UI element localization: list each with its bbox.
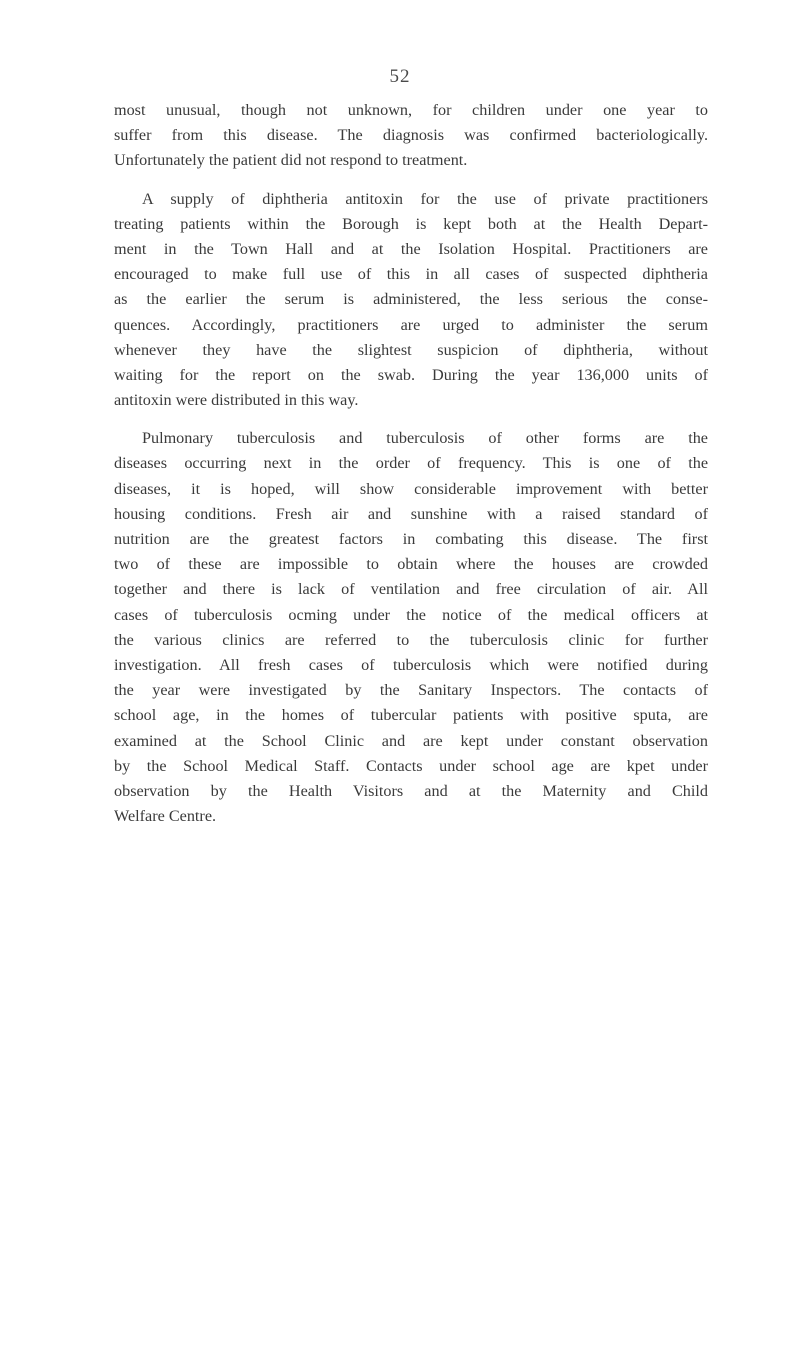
- text-line: together and there is lack of ventilation and free circulation of air. All: [114, 580, 708, 599]
- text-line: by the School Medical Staff. Contacts under school age are kpet under: [114, 756, 708, 775]
- text-line: treating patients within the Borough is kept both at the Health Depart-: [114, 214, 708, 233]
- text-line: Pulmonary tuberculosis and tuberculosis of other forms are the: [142, 429, 708, 448]
- text-line: housing conditions. Fresh air and sunshine with a raised standard of: [114, 504, 708, 523]
- text-line: most unusual, though not unknown, for children under one year to: [114, 101, 708, 119]
- text-line: Unfortunately the patient did not respond to treatment.: [114, 151, 468, 170]
- text-line: antitoxin were distributed in this way.: [114, 391, 359, 410]
- text-line: nutrition are the greatest factors in combating this disease. The first: [114, 530, 708, 548]
- page-number: 52: [389, 66, 411, 87]
- text-line: encouraged to make full use of this in all cases of suspected diphtheria: [114, 265, 708, 284]
- text-line: diseases occurring next in the order of frequency. This is one of the: [114, 454, 708, 473]
- text-line: whenever they have the slightest suspicion of diphtheria, without: [114, 340, 708, 359]
- paragraph-tuberculosis: [114, 426, 708, 829]
- body-text: [114, 98, 708, 829]
- text-line: cases of tuberculosis ocming under the notice of the medical officers at: [114, 605, 708, 624]
- text-line: investigation. All fresh cases of tuberculosis which were notified during: [114, 655, 708, 674]
- text-line: as the earlier the serum is administered, the less serious the conse-: [114, 290, 708, 309]
- paragraph-infant-diphtheria-case: [114, 98, 708, 174]
- text-line: school age, in the homes of tubercular patients with positive sputa, are: [114, 706, 708, 725]
- text-line: the year were investigated by the Sanitary Inspectors. The contacts of: [114, 681, 708, 700]
- paragraph-antitoxin-supply: [114, 187, 708, 414]
- text-line: waiting for the report on the swab. During the year 136,000 units of: [114, 365, 708, 384]
- text-line: diseases, it is hoped, will show considerable improvement with better: [114, 479, 708, 498]
- text-line: quences. Accordingly, practitioners are urged to administer the serum: [114, 315, 708, 334]
- text-line: A supply of diphtheria antitoxin for the use of private practitioners: [142, 189, 708, 208]
- text-line: the various clinics are referred to the tuberculosis clinic for further: [114, 630, 708, 649]
- text-line: suffer from this disease. The diagnosis was confirmed bacteriologically.: [114, 126, 708, 145]
- text-line: examined at the School Clinic and are kept under constant observation: [114, 731, 708, 750]
- text-line: Welfare Centre.: [114, 807, 217, 826]
- text-line: ment in the Town Hall and at the Isolation Hospital. Practitioners are: [114, 239, 708, 258]
- text-line: two of these are impossible to obtain where the houses are crowded: [114, 555, 708, 574]
- text-line: observation by the Health Visitors and at the Maternity and Child: [114, 781, 708, 800]
